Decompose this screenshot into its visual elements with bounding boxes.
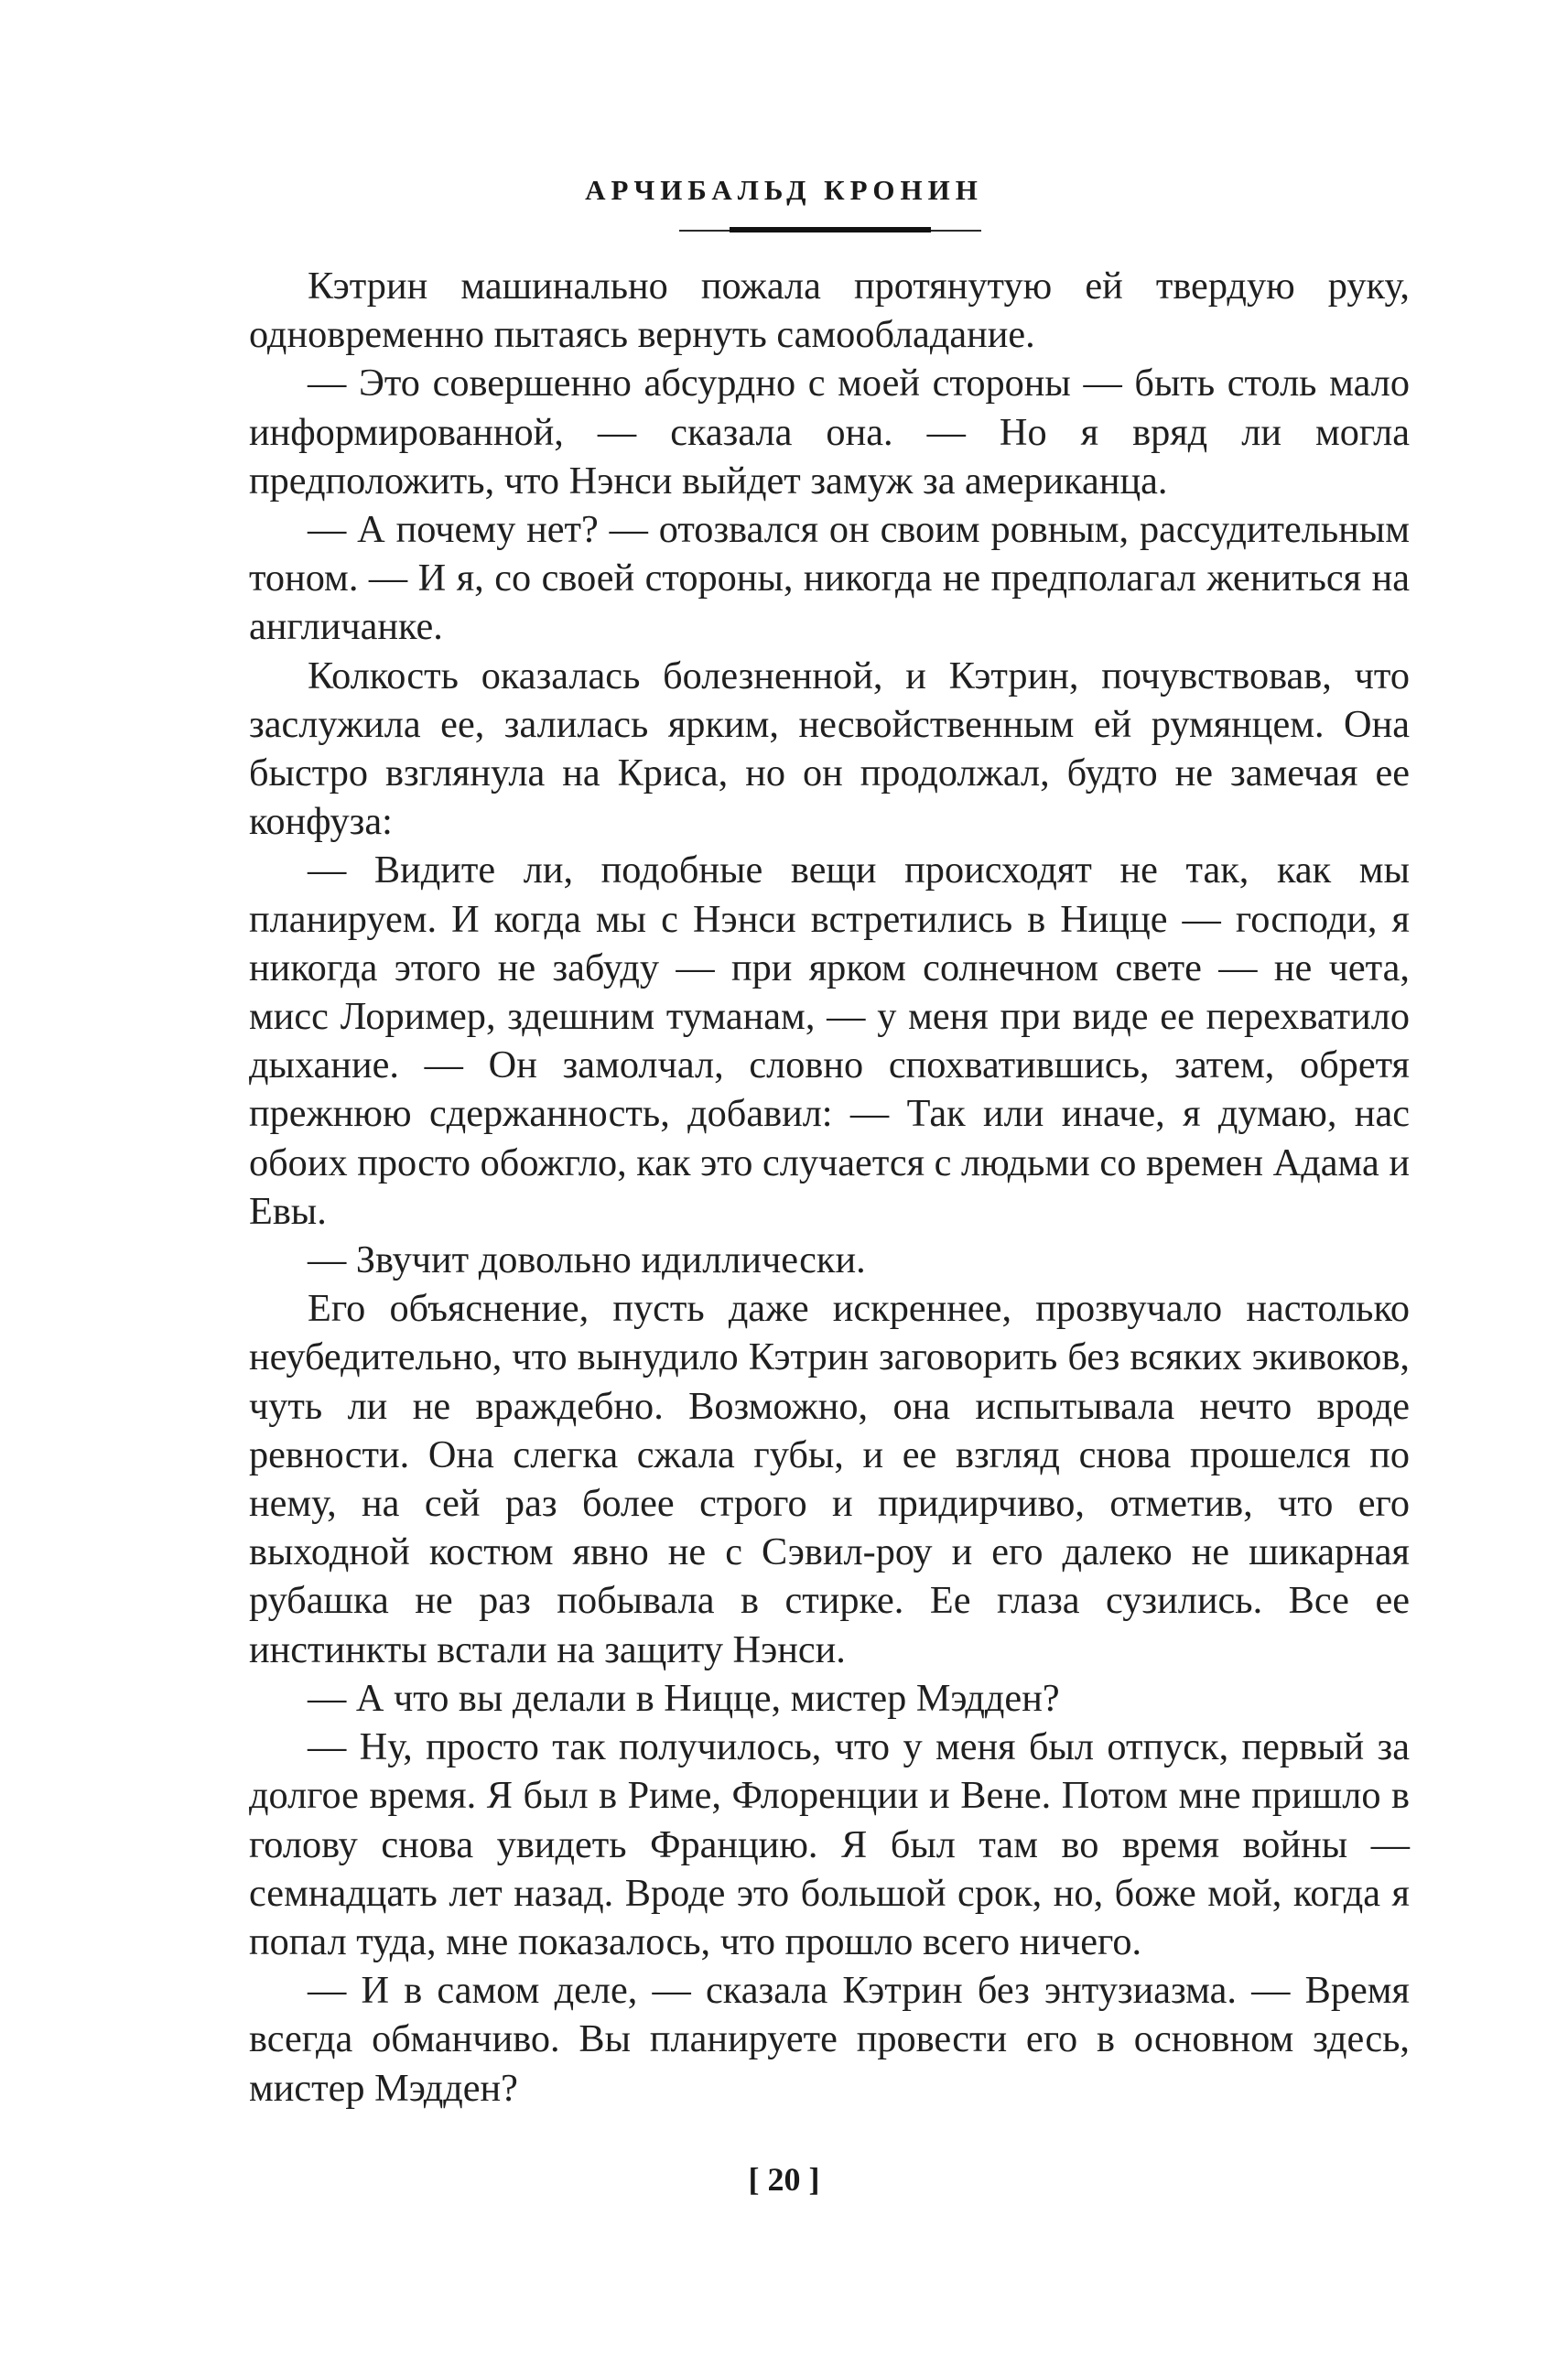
paragraph: Колкость оказалась болезненной, и Кэтрин, почувствовав, что заслужила ее, залилась ярким, несвойственным ей румянцем. Она быстро взглянула на Криса, но он продолжал, будто не замечая ее конфуза: [249, 654, 1410, 844]
paragraph: — Звучит довольно идиллически. [308, 1238, 866, 1282]
page-number: [ 20 ] [748, 2161, 820, 2198]
paragraph: — Это совершенно абсурдно с моей стороны — быть столь мало информированной, — сказала она. — Но я вряд ли могла предположить, что Нэнси выйдет замуж за американца. [249, 362, 1410, 503]
paragraph: Его объяснение, пусть даже искреннее, прозвучало настолько неубедительно, что вынудило Кэтрин заговорить без всяких экивоков, чуть ли не враждебно. Возможно, она испытывала нечто вроде ревности. Она слегка сжала губы, и ее взгляд снова прошелся по нему, на сей раз более строго и придирчиво, отметив, что его выходной костюм явно не с Сэвил-роу и его далеко не шикарная рубашка не раз побывала в стирке. Ее глаза сузились. Все ее инстинкты встали на защиту Нэнси. [249, 1287, 1410, 1671]
running-title: АРЧИБАЛЬД КРОНИН [585, 174, 983, 206]
paragraph: Кэтрин машинально пожала протянутую ей твердую руку, одновременно пытаясь вернуть самообладание. [249, 265, 1410, 357]
paragraph: — А почему нет? — отозвался он своим ровным, рассудительным тоном. — И я, со своей стороны, никогда не предполагал жениться на англичанке. [249, 508, 1410, 649]
header-rule-accent [730, 227, 931, 232]
running-header [0, 174, 1568, 207]
paragraph: — Ну, просто так получилось, что у меня был отпуск, первый за долгое время. Я был в Риме, Флоренции и Вене. Потом мне пришло в голову снова увидеть Францию. Я был там во время войны — семнадцать лет назад. Вроде это большой срок, но, боже мой, когда я попал туда, мне показалось, что прошло всего ничего. [249, 1725, 1410, 1963]
paragraph: — Видите ли, подобные вещи происходят не так, как мы планируем. И когда мы с Нэнси встретились в Ницце — господи, я никогда этого не забуду — при ярком солнечном свете — не чета, мисс Лоример, здешним туманам, — у меня при виде ее перехватило дыхание. — Он замолчал, словно спохватившись, затем, обретя прежнюю сдержанность, добавил: — Так или иначе, я думаю, нас обоих просто обожгло, как это случается с людьми со времен Адама и Евы. [249, 849, 1410, 1233]
paragraph: — А что вы делали в Ницце, мистер Мэдден? [308, 1676, 1060, 1720]
paragraph: — И в самом деле, — сказала Кэтрин без энтузиазма. — Время всегда обманчиво. Вы планируете провести его в основном здесь, мистер Мэдден? [249, 1969, 1410, 2110]
body-text [249, 262, 1410, 2113]
